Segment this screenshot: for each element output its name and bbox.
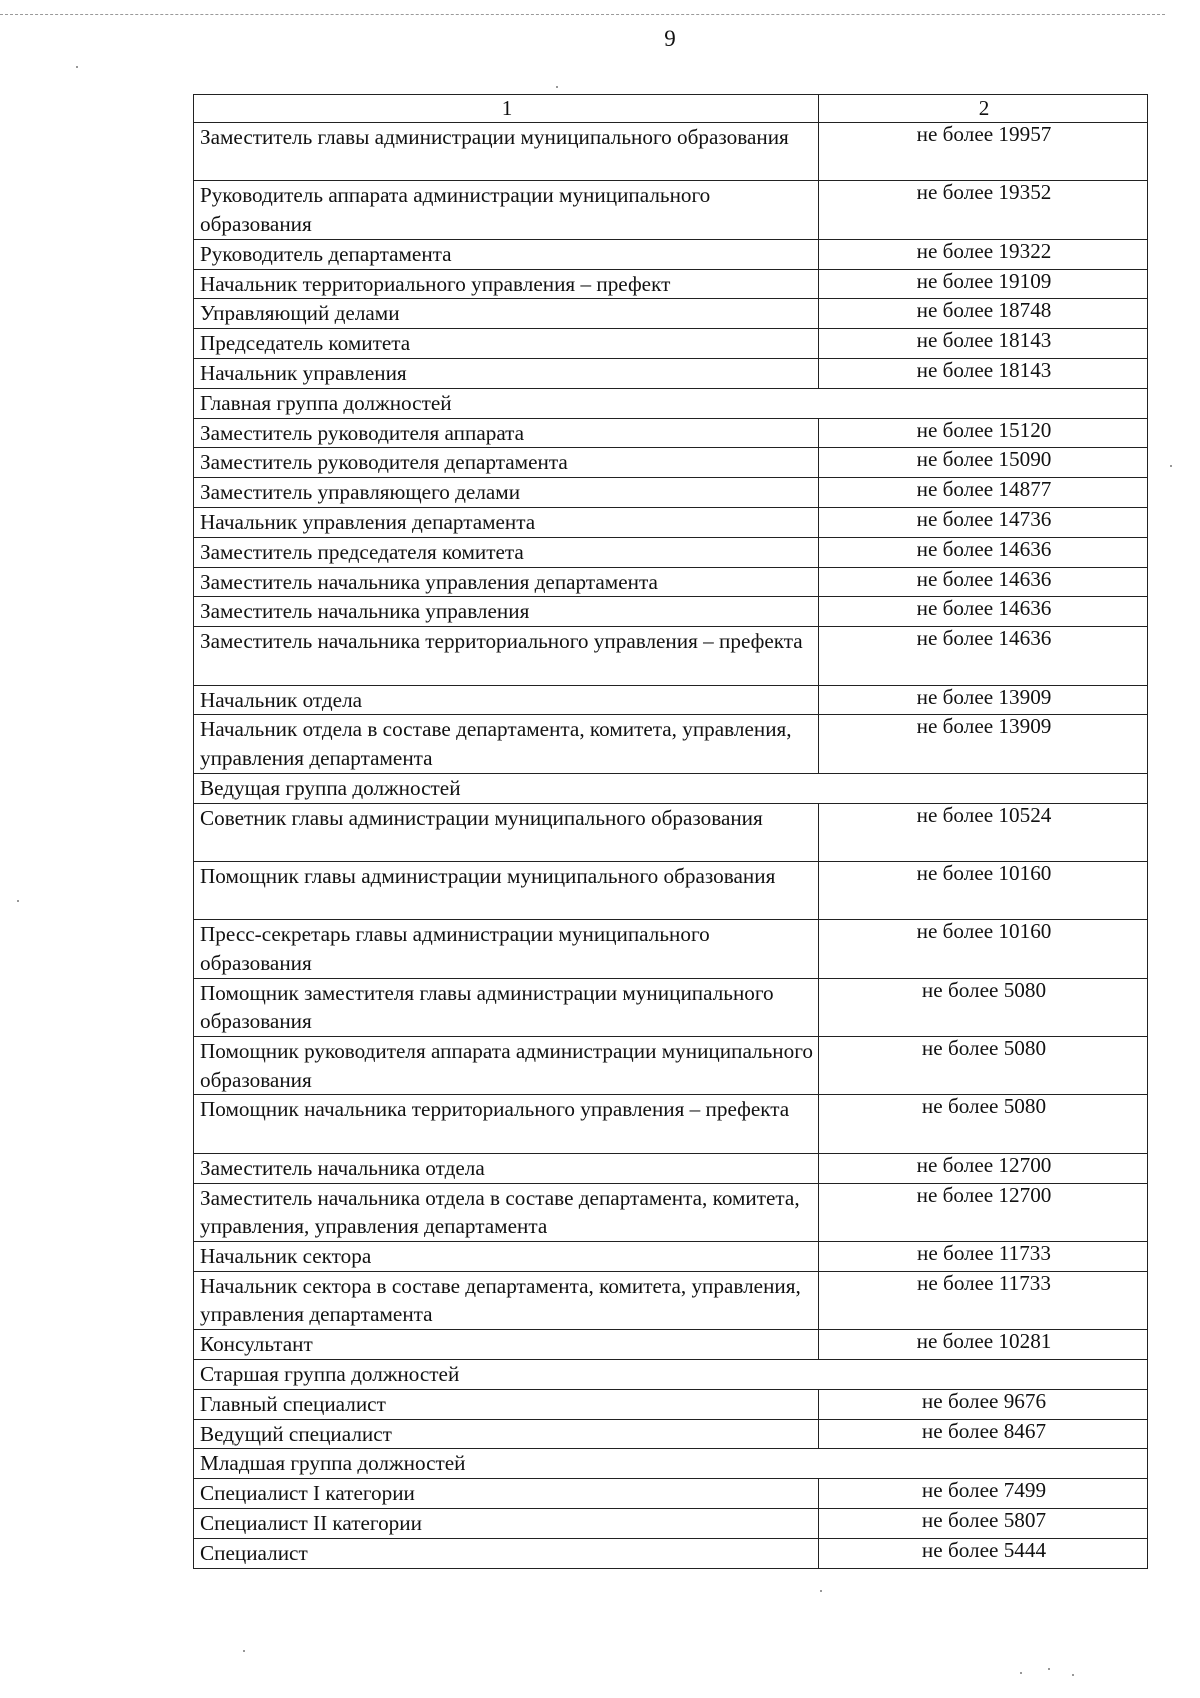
salary-value: не более 10160 <box>916 860 1052 885</box>
salary-value-cell <box>819 1271 1148 1329</box>
position-cell: Заместитель руководителя аппарата <box>194 418 819 448</box>
salary-value-cell <box>819 1509 1148 1539</box>
table-group-row <box>194 1360 1148 1390</box>
salary-value-cell <box>819 597 1148 627</box>
salary-value: не более 19352 <box>916 180 1052 205</box>
salary-value: не более 5080 <box>921 1094 1047 1119</box>
table-row <box>194 978 1148 1036</box>
salary-value: не более 19322 <box>916 238 1052 263</box>
position-cell: Заместитель начальника управления <box>194 597 819 627</box>
salary-value: не более 19957 <box>916 122 1052 146</box>
salary-value-cell <box>819 978 1148 1036</box>
salary-value-cell <box>819 239 1148 269</box>
position-cell: Заместитель руководителя департамента <box>194 448 819 478</box>
table-row <box>194 358 1148 388</box>
table-header-row <box>194 95 1148 123</box>
salary-value-cell <box>819 1095 1148 1153</box>
table-row <box>194 478 1148 508</box>
table-group-row <box>194 773 1148 803</box>
table-row <box>194 448 1148 478</box>
position-cell: Советник главы администрации муниципального образования <box>194 803 819 861</box>
salary-value: не более 14636 <box>916 626 1052 651</box>
table-row <box>194 803 1148 861</box>
salary-value-cell <box>819 920 1148 978</box>
salary-value: не более 12700 <box>916 1182 1052 1207</box>
salary-value: не более 15090 <box>916 447 1052 472</box>
salary-value: не более 18748 <box>916 298 1052 323</box>
salary-value: не более 5444 <box>921 1537 1047 1562</box>
salary-value: не более 5080 <box>921 1036 1047 1061</box>
scan-speck <box>820 1590 822 1592</box>
position-cell: Заместитель начальника управления департамента <box>194 567 819 597</box>
header-cell-2: 2 <box>819 95 1148 123</box>
position-cell: Начальник сектора в составе департамента, комитета, управления, управления департамента <box>194 1271 819 1329</box>
table-row <box>194 181 1148 239</box>
salary-value-cell <box>819 299 1148 329</box>
salary-value-cell <box>819 567 1148 597</box>
salary-value: не более 18143 <box>916 328 1052 353</box>
position-cell: Заместитель начальника отдела в составе департамента, комитета, управления, управления департамента <box>194 1183 819 1241</box>
table-row <box>194 299 1148 329</box>
position-cell: Специалист I категории <box>194 1479 819 1509</box>
salary-value-cell <box>819 1183 1148 1241</box>
table-body <box>194 95 1148 1569</box>
salary-value-cell <box>819 478 1148 508</box>
salary-value: не более 10524 <box>916 802 1052 827</box>
position-cell: Заместитель начальника отдела <box>194 1153 819 1183</box>
position-cell: Помощник руководителя аппарата администрации муниципального образования <box>194 1037 819 1095</box>
table-row <box>194 1389 1148 1419</box>
salary-value-cell <box>819 1330 1148 1360</box>
salary-value-cell <box>819 329 1148 359</box>
position-cell: Специалист <box>194 1538 819 1568</box>
salary-value-cell <box>819 627 1148 685</box>
salary-value: не более 14636 <box>916 596 1052 621</box>
salary-value: не более 13909 <box>916 714 1052 739</box>
salary-value-cell <box>819 861 1148 919</box>
salary-value-cell <box>819 537 1148 567</box>
table-row <box>194 1242 1148 1272</box>
position-cell: Руководитель департамента <box>194 239 819 269</box>
table-group-row <box>194 388 1148 418</box>
table-row <box>194 329 1148 359</box>
salary-value: не более 5080 <box>921 977 1047 1002</box>
salary-value: не более 14736 <box>916 506 1052 531</box>
salary-value: не более 11733 <box>917 1241 1051 1266</box>
salary-value-cell <box>819 685 1148 715</box>
header-cell-1: 1 <box>194 95 819 123</box>
position-cell: Пресс-секретарь главы администрации муниципального образования <box>194 920 819 978</box>
salary-value-cell <box>819 448 1148 478</box>
position-cell: Начальник отдела <box>194 685 819 715</box>
table-row <box>194 1037 1148 1095</box>
position-cell: Заместитель главы администрации муниципального образования <box>194 123 819 181</box>
scan-speck <box>1072 1674 1074 1676</box>
salary-value-cell <box>819 269 1148 299</box>
table-row <box>194 1509 1148 1539</box>
page-number: 9 <box>664 26 676 51</box>
table-row <box>194 627 1148 685</box>
position-cell: Заместитель начальника территориального управления – префекта <box>194 627 819 685</box>
table-row <box>194 597 1148 627</box>
salary-value-cell <box>819 507 1148 537</box>
table-row <box>194 1419 1148 1449</box>
scan-speck <box>556 86 558 88</box>
table-row <box>194 269 1148 299</box>
position-cell: Помощник главы администрации муниципального образования <box>194 861 819 919</box>
group-label: Ведущая группа должностей <box>194 773 1148 803</box>
salary-table <box>193 94 1148 1569</box>
table-row <box>194 123 1148 181</box>
table-row <box>194 418 1148 448</box>
table-row <box>194 507 1148 537</box>
salary-value: не более 11733 <box>917 1270 1051 1295</box>
position-cell: Специалист II категории <box>194 1509 819 1539</box>
position-cell: Консультант <box>194 1330 819 1360</box>
position-cell: Начальник отдела в составе департамента, комитета, управления, управления департамента <box>194 715 819 773</box>
salary-value: не более 7499 <box>921 1478 1047 1503</box>
salary-value-cell <box>819 1419 1148 1449</box>
salary-value: не более 14636 <box>916 536 1052 561</box>
position-cell: Председатель комитета <box>194 329 819 359</box>
position-cell: Заместитель управляющего делами <box>194 478 819 508</box>
table-row <box>194 715 1148 773</box>
scan-speck <box>17 900 19 902</box>
position-cell: Главный специалист <box>194 1389 819 1419</box>
salary-value: не более 10160 <box>916 919 1052 944</box>
table-row <box>194 1183 1148 1241</box>
scan-speck <box>76 66 78 68</box>
position-cell: Начальник управления <box>194 358 819 388</box>
table-row <box>194 567 1148 597</box>
salary-value: не более 12700 <box>916 1152 1052 1177</box>
scan-speck <box>1048 1668 1050 1670</box>
table-row <box>194 1271 1148 1329</box>
salary-value: не более 10281 <box>916 1329 1052 1354</box>
salary-value-cell <box>819 181 1148 239</box>
salary-value-cell <box>819 123 1148 181</box>
salary-value-cell <box>819 1242 1148 1272</box>
scan-speck <box>243 1650 245 1652</box>
table-row <box>194 1095 1148 1153</box>
table-group-row <box>194 1449 1148 1479</box>
salary-value: не более 19109 <box>916 268 1052 293</box>
position-cell: Управляющий делами <box>194 299 819 329</box>
scan-speck <box>1020 1672 1022 1674</box>
salary-value: не более 8467 <box>921 1418 1047 1443</box>
salary-value: не более 5807 <box>921 1508 1047 1533</box>
position-cell: Помощник заместителя главы администрации муниципального образования <box>194 978 819 1036</box>
salary-value: не более 15120 <box>916 417 1052 442</box>
salary-value-cell <box>819 1037 1148 1095</box>
table-row <box>194 239 1148 269</box>
salary-value: не более 14877 <box>916 477 1052 502</box>
table-row <box>194 1538 1148 1568</box>
salary-value: не более 13909 <box>916 684 1052 709</box>
top-scan-edge <box>0 14 1165 15</box>
table-row <box>194 1479 1148 1509</box>
salary-value-cell <box>819 358 1148 388</box>
table-row <box>194 1153 1148 1183</box>
position-cell: Начальник управления департамента <box>194 507 819 537</box>
position-cell: Начальник территориального управления – префект <box>194 269 819 299</box>
position-cell: Заместитель председателя комитета <box>194 537 819 567</box>
scan-speck <box>1170 465 1172 467</box>
salary-value-cell <box>819 1479 1148 1509</box>
salary-value-cell <box>819 1389 1148 1419</box>
salary-value-cell <box>819 1153 1148 1183</box>
group-label: Главная группа должностей <box>194 388 1148 418</box>
table-row <box>194 861 1148 919</box>
salary-value-cell <box>819 803 1148 861</box>
salary-value: не более 18143 <box>916 357 1052 382</box>
position-cell: Помощник начальника территориального управления – префекта <box>194 1095 819 1153</box>
salary-value: не более 9676 <box>921 1388 1047 1413</box>
position-cell: Руководитель аппарата администрации муниципального образования <box>194 181 819 239</box>
position-cell: Начальник сектора <box>194 1242 819 1272</box>
salary-value-cell <box>819 418 1148 448</box>
salary-value-cell <box>819 1538 1148 1568</box>
table-row <box>194 685 1148 715</box>
table-row <box>194 537 1148 567</box>
salary-value: не более 14636 <box>916 566 1052 591</box>
group-label: Младшая группа должностей <box>194 1449 1148 1479</box>
table-row <box>194 920 1148 978</box>
salary-value-cell <box>819 715 1148 773</box>
group-label: Старшая группа должностей <box>194 1360 1148 1390</box>
table-row <box>194 1330 1148 1360</box>
position-cell: Ведущий специалист <box>194 1419 819 1449</box>
